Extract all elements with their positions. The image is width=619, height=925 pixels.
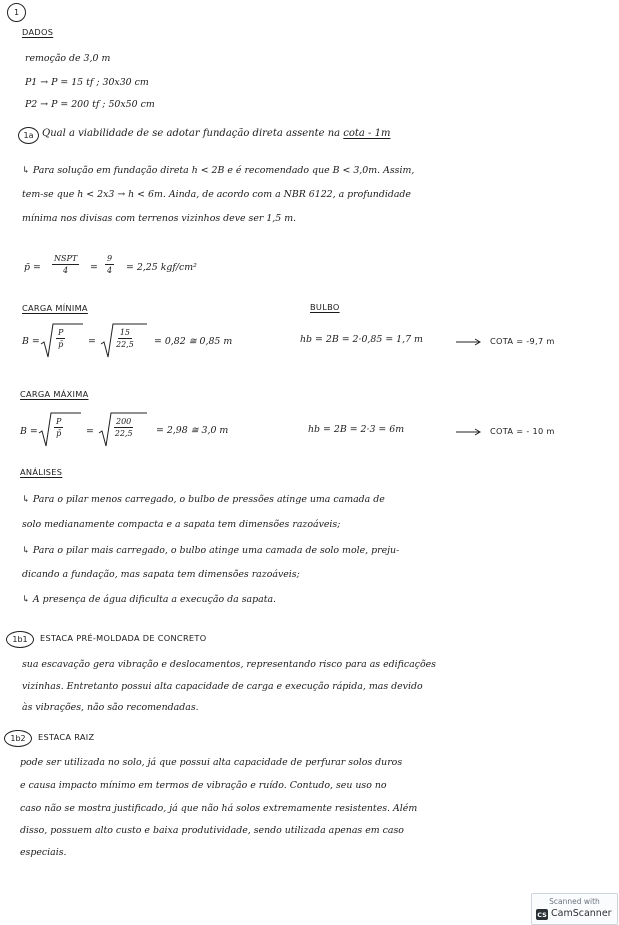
bulbo-line-max: hb = 2B = 2·3 = 6m xyxy=(308,424,405,435)
carga-minima-eq: = xyxy=(88,336,96,347)
bulbo-line-min: hb = 2B = 2·0,85 = 1,7 m xyxy=(300,334,423,345)
q1b1-line: sua escavação gera vibração e deslocamentos, representando risco para as edificações xyxy=(22,659,436,670)
question-1b2-title: ESTACA RAIZ xyxy=(38,732,95,742)
carga-minima-lhs: B = xyxy=(22,336,40,347)
analises-line: ↳ Para o pilar mais carregado, o bulbo atinge uma camada de solo mole, preju- xyxy=(22,545,400,556)
formula-p-result: = 2,25 kgf/cm² xyxy=(126,262,197,273)
carga-minima-fraction-1: $\frac{P}{p̄}$ xyxy=(58,328,64,349)
section-number: 1 xyxy=(13,8,20,17)
q1b2-line: disso, possuem alto custo e baixa produtividade, sendo utilizada apenas em caso xyxy=(20,825,404,836)
carga-maxima-title: CARGA MÁXIMA xyxy=(20,389,89,399)
carga-maxima-result: = 2,98 ≅ 3,0 m xyxy=(156,425,229,436)
formula-p-fraction-2: $\frac{9}{4}$ xyxy=(107,254,113,275)
carga-minima-title: CARGA MÍNIMA xyxy=(22,303,88,313)
question-1a-highlight: cota - 1m xyxy=(343,128,391,139)
bulbo-cota-min: COTA = -9,7 m xyxy=(490,336,555,346)
analises-line: ↳ Para o pilar menos carregado, o bulbo de pressões atinge uma camada de xyxy=(22,494,385,505)
dados-line: remoção de 3,0 m xyxy=(25,53,111,64)
q1a-paragraph-line: ↳ Para solução em fundação direta h < 2B e é recomendado que B < 3,0m. Assim, xyxy=(22,165,415,176)
dados-line: P2 → P = 200 tf ; 50x50 cm xyxy=(25,99,155,110)
q1b1-line: vizinhas. Entretanto possui alta capacidade de carga e execução rápida, mas devido xyxy=(22,681,423,692)
arrow-icon xyxy=(456,338,482,346)
watermark-name: CamScanner xyxy=(551,908,612,919)
question-number-circle: 1a xyxy=(18,127,39,144)
q1b2-line: especiais. xyxy=(20,847,67,858)
question-number-circle: 1b1 xyxy=(6,631,34,648)
dados-title: DADOS xyxy=(22,27,54,37)
watermark-top-text: Scanned with xyxy=(549,897,600,906)
carga-maxima-eq: = xyxy=(86,426,94,437)
q1b2-line: e causa impacto mínimo em termos de vibração e ruído. Contudo, seu uso no xyxy=(20,780,387,791)
question-number-circle: 1b2 xyxy=(4,730,32,747)
carga-maxima-lhs: B = xyxy=(20,426,38,437)
formula-p-eq: = xyxy=(90,262,98,273)
question-1a-title: Qual a viabilidade de se adotar fundação direta assente na cota - 1m xyxy=(42,128,391,139)
formula-p-fraction: NSPT 4 xyxy=(54,254,78,275)
bulbo-cota-max: COTA = - 10 m xyxy=(490,426,555,436)
carga-minima-fraction-2: $\frac{15}{22,5}$ xyxy=(116,328,134,349)
formula-p-lhs: p̄ = xyxy=(24,262,41,273)
dados-line: P1 → P = 15 tf ; 30x30 cm xyxy=(25,77,149,88)
carga-maxima-fraction-2: $\frac{200}{22,5}$ xyxy=(114,417,133,438)
bulbo-title: BULBO xyxy=(310,302,340,312)
analises-title: ANÁLISES xyxy=(20,467,63,477)
carga-minima-result: = 0,82 ≅ 0,85 m xyxy=(154,336,233,347)
question-1b1-title: ESTACA PRÉ-MOLDADA DE CONCRETO xyxy=(40,633,207,643)
q1a-paragraph-line: mínima nos divisas com terrenos vizinhos deve ser 1,5 m. xyxy=(22,213,297,224)
camscanner-watermark xyxy=(531,893,618,925)
q1a-paragraph-line: tem-se que h < 2x3 → h < 6m. Ainda, de acordo com a NBR 6122, a profundidade xyxy=(22,189,411,200)
analises-line: solo medianamente compacta e a sapata tem dimensões razoáveis; xyxy=(22,519,341,530)
q1b1-line: às vibrações, não são recomendadas. xyxy=(22,702,199,713)
carga-maxima-fraction-1: $\frac{P}{p̄}$ xyxy=(56,417,62,438)
arrow-icon xyxy=(456,428,482,436)
analises-line: ↳ A presença de água dificulta a execução da sapata. xyxy=(22,594,277,605)
analises-line: dicando a fundação, mas sapata tem dimensões razoáveis; xyxy=(22,569,300,580)
camscanner-logo-icon: CS xyxy=(537,910,547,919)
q1b2-line: pode ser utilizada no solo, já que possui alta capacidade de perfurar solos duros xyxy=(20,757,403,768)
q1b2-line: caso não se mostra justificado, já que não há solos extremamente resistentes. Além xyxy=(20,803,418,814)
section-number-circle xyxy=(7,3,26,22)
